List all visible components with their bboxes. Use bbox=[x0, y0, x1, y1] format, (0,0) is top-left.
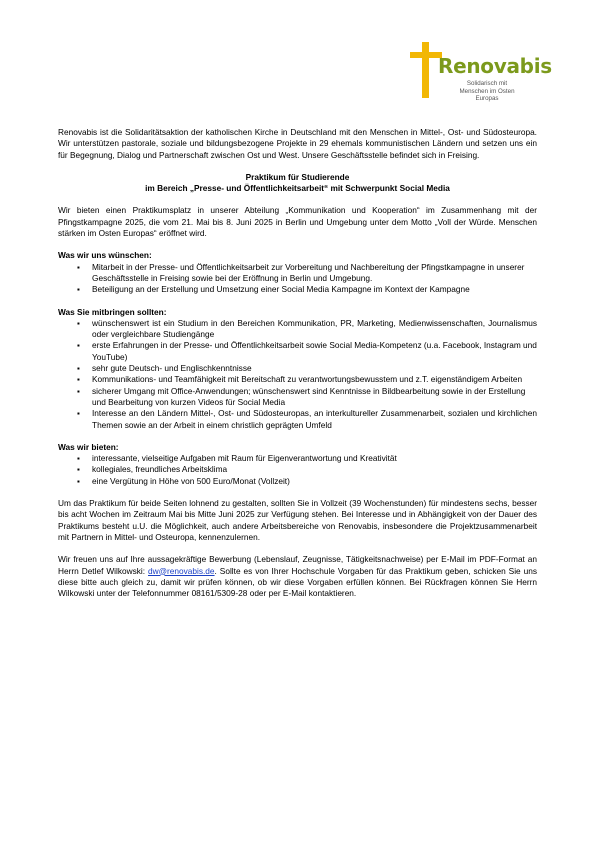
contact-text-start: Wir freuen uns auf Ihre aussagekräftige Bewerbung (Lebenslauf, Zeugnisse, Tätigkeitsnachweise) per E-Mail im PDF-Format an Herrn Detlef Wilkowski: bbox=[58, 554, 537, 576]
email-link[interactable]: dw@renovabis.de bbox=[148, 565, 215, 576]
offer-paragraph: Wir bieten einen Praktikumsplatz in unserer Abteilung „Kommunikation und Kooperation“ im Zusammenhang mit der Pfingstkampagne 2025, die vom 21. Mai bis 8. Juni 2025 in Berlin und Umgebung unter dem Motto „Voll der Würde. Menschen stärken im Osten Europas“ eröffnet wird. bbox=[58, 205, 537, 239]
list-item: ▪ sehr gute Deutsch- und Englischkenntnisse bbox=[92, 363, 537, 374]
list-item: ▪ Beteiligung an der Erstellung und Umsetzung einer Social Media Kampagne im Kontext der Kampagne bbox=[92, 284, 537, 295]
contact-paragraph bbox=[58, 554, 537, 599]
contact-text-end: . Sollte es von Ihrer Hochschule Vorgaben für das Praktikum geben, schicken Sie uns diese bitte auch gleich zu, damit wir prüfen können, ob wir diese Vorgaben erfüllen können. Bei Rückfragen können Sie Herrn Wilkowski unter der Telefonnummer 08161/5309-28 oder per E-Mail kontaktieren. bbox=[58, 565, 537, 599]
renovabis-logo bbox=[408, 40, 552, 102]
list-item: ▪ wünschenswert ist ein Studium in den Bereichen Kommunikation, PR, Marketing, Medienwissenschaften, Journalismus oder vergleichbare Studiengänge bbox=[92, 318, 537, 341]
list-item: ▪ Interesse an den Ländern Mittel-, Ost- und Südosteuropas, an interkultureller Zusammenarbeit, sozialen und kirchlichen Themen sowie an der Arbeit in einem christlich geprägten Umfeld bbox=[92, 408, 537, 431]
benefits-heading: Was wir bieten: bbox=[58, 441, 119, 452]
document-subtitle: im Bereich „Presse- und Öffentlichkeitsarbeit“ mit Schwerpunkt Social Media bbox=[145, 183, 450, 194]
list-item: ▪ sicherer Umgang mit Office-Anwendungen; wünschenswert sind Kenntnisse in Bildbearbeitung sowie in der Erstellung und Bearbeitung von kurzen Videos für Social Media bbox=[92, 386, 537, 409]
list-item: ▪ interessante, vielseitige Aufgaben mit Raum für Eigenverantwortung und Kreativität bbox=[92, 453, 537, 464]
list-item: ▪ eine Vergütung in Höhe von 500 Euro/Monat (Vollzeit) bbox=[92, 476, 537, 487]
wishes-heading: Was wir uns wünschen: bbox=[58, 250, 152, 261]
requirements-list bbox=[58, 318, 537, 431]
document-title: Praktikum für Studierende bbox=[245, 171, 350, 182]
wishes-list bbox=[58, 262, 537, 296]
list-item: ▪ kollegiales, freundliches Arbeitsklima bbox=[92, 464, 537, 475]
list-item: ▪ Mitarbeit in der Presse- und Öffentlichkeitsarbeit zur Vorbereitung und Nachbereitung der Pfingstkampagne in unserer Geschäftsstelle in Freising sowie bei der Eröffnung in Berlin und Umgebung. bbox=[92, 262, 537, 285]
list-item: ▪ erste Erfahrungen in der Presse- und Öffentlichkeitsarbeit sowie Social Media-Kompetenz (u.a. Facebook, Instagram und YouTube) bbox=[92, 340, 537, 363]
intro-paragraph: Renovabis ist die Solidaritätsaktion der katholischen Kirche in Deutschland mit den Menschen in Mittel-, Ost- und Südosteuropa. Wir unterstützen pastorale, soziale und bildungsbezogene Projekte in 29 ehemals kommunistischen Ländern und setzen uns ein für Begegnung, Dialog und Partnerschaft zwischen Ost und West. Unsere Geschäftsstelle befindet sich in Freising. bbox=[58, 127, 537, 160]
duration-paragraph: Um das Praktikum für beide Seiten lohnend zu gestalten, sollten Sie in Vollzeit (39 Wochenstunden) für mindestens sechs, besser bis acht Wochen im Zeitraum Mai bis Mitte Juni 2025 zur Verfügung stehen. Bei Interesse und in Abhängigkeit von der Dauer des Praktikums besteht u.U. die Möglichkeit, auch andere Arbeitsbereiche von Renovabis, insbesondere die Projektzusammenarbeit mit Partnern in Mittel- und Osteuropa, kennenzulernen. bbox=[58, 498, 537, 542]
requirements-heading: Was Sie mitbringen sollten: bbox=[58, 306, 167, 317]
list-item: ▪ Kommunikations- und Teamfähigkeit mit Bereitschaft zu verantwortungsbewusstem und z.T. eigenständigem Arbeiten bbox=[92, 374, 537, 385]
logo-name: Renovabis bbox=[438, 54, 552, 78]
logo-tagline: Solidarisch mit Menschen im Osten Europas bbox=[459, 80, 515, 102]
document-body bbox=[58, 127, 537, 599]
benefits-list bbox=[58, 453, 537, 487]
